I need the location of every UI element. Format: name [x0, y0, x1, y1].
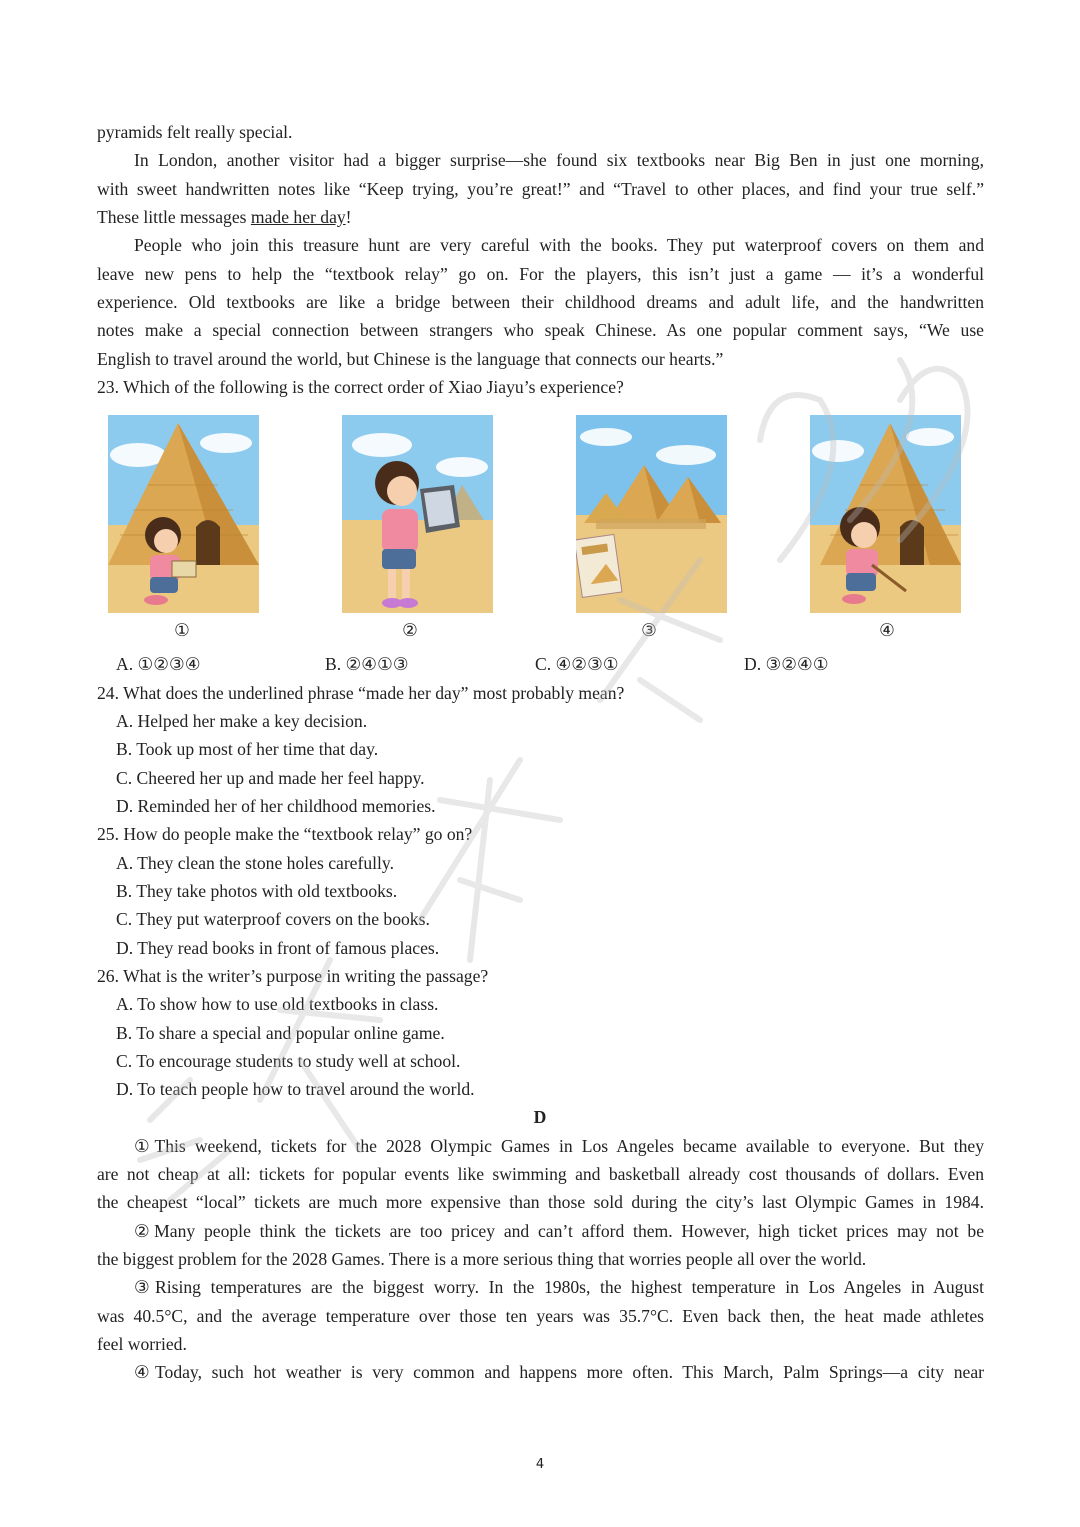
passage-c-line: People who join this treasure hunt are very careful with the books. They put waterproof covers on them and	[134, 235, 984, 255]
q26-option-d: D. To teach people how to travel around the world.	[116, 1079, 475, 1099]
picture-4-caption: ④	[879, 620, 895, 640]
question-26-stem: 26. What is the writer’s purpose in writing the passage?	[97, 966, 489, 986]
question-23-stem: 23. Which of the following is the correct order of Xiao Jiayu’s experience?	[97, 377, 624, 397]
passage-c-line: experience. Old textbooks are like a bridge between their childhood dreams and adult life, and the handwritten	[97, 292, 984, 312]
passage-d-heading: D	[533, 1107, 547, 1127]
q24-option-b: B. Took up most of her time that day.	[116, 739, 379, 759]
underlined-phrase: made her day	[250, 207, 346, 227]
q25-option-b: B. They take photos with old textbooks.	[116, 881, 398, 901]
q24-option-d: D. Reminded her of her childhood memories.	[116, 796, 436, 816]
q24-option-c: C. Cheered her up and made her feel happy.	[116, 768, 425, 788]
picture-2-caption: ②	[402, 620, 418, 640]
passage-d-line: the cheapest “local” tickets are much more expensive than those sold during the city’s last Olympic Games in 1984.	[97, 1192, 984, 1212]
passage-d-line: ③Rising temperatures are the biggest worry. In the 1980s, the highest temperature in Los Angeles in August	[134, 1277, 984, 1297]
passage-c-text: !	[345, 207, 352, 227]
q23-choice-c: C. ④②③①	[535, 654, 619, 674]
question-24-stem: 24. What does the underlined phrase “made her day” most probably mean?	[97, 683, 625, 703]
passage-c-line: with sweet handwritten notes like “Keep trying, you’re great!” and “Travel to other places, and find your true self.”	[97, 179, 984, 199]
q24-option-a: A. Helped her make a key decision.	[116, 711, 368, 731]
passage-d-line: the biggest problem for the 2028 Games. There is a more serious thing that worries people all over the world.	[97, 1249, 867, 1269]
q26-option-b: B. To share a special and popular online game.	[116, 1023, 445, 1043]
picture-4	[810, 415, 961, 613]
q23-choice-d: D. ③②④①	[744, 654, 829, 674]
passage-c-line: notes make a special connection between strangers who speak Chinese. As one popular comment says, “We use	[97, 320, 984, 340]
question-25-stem: 25. How do people make the “textbook relay” go on?	[97, 824, 473, 844]
q26-option-c: C. To encourage students to study well at school.	[116, 1051, 461, 1071]
passage-d-line: ①This weekend, tickets for the 2028 Olympic Games in Los Angeles became available to everyone. But they	[134, 1136, 984, 1156]
q26-option-a: A. To show how to use old textbooks in class.	[116, 994, 439, 1014]
passage-d-line: ②Many people think the tickets are too pricey and can’t afford them. However, high ticket prices may not be	[134, 1221, 984, 1241]
passage-d-line: ④Today, such hot weather is very common and happens more often. This March, Palm Springs—a city near	[134, 1362, 984, 1382]
picture-3	[576, 415, 727, 613]
q25-option-d: D. They read books in front of famous places.	[116, 938, 440, 958]
page-number: 4	[535, 1457, 545, 1472]
passage-c-line: leave new pens to help the “textbook relay” go on. For the players, this isn’t just a game — it’s a wonderful	[97, 264, 984, 284]
q23-choice-a: A. ①②③④	[116, 654, 201, 674]
passage-d-line: are not cheap at all: tickets for popular events like swimming and basketball already cost thousands of dollars. Even	[97, 1164, 984, 1184]
picture-1-caption: ①	[174, 620, 190, 640]
passage-c-line	[97, 203, 984, 231]
q25-option-a: A. They clean the stone holes carefully.	[116, 853, 394, 873]
passage-d-line: feel worried.	[97, 1334, 187, 1354]
passage-c-line: pyramids felt really special.	[97, 122, 293, 142]
passage-c-line: In London, another visitor had a bigger surprise—she found six textbooks near Big Ben in just one morning,	[134, 150, 984, 170]
passage-c-line: English to travel around the world, but Chinese is the language that connects our hearts.”	[97, 349, 724, 369]
picture-2	[342, 415, 493, 613]
passage-c-text: These little messages	[97, 207, 251, 227]
passage-d-line: was 40.5°C, and the average temperature over those ten years was 35.7°C. Even back then, the heat made athletes	[97, 1306, 984, 1326]
picture-1	[108, 415, 259, 613]
picture-3-caption: ③	[641, 620, 657, 640]
q23-choice-b: B. ②④①③	[325, 654, 409, 674]
q25-option-c: C. They put waterproof covers on the books.	[116, 909, 430, 929]
